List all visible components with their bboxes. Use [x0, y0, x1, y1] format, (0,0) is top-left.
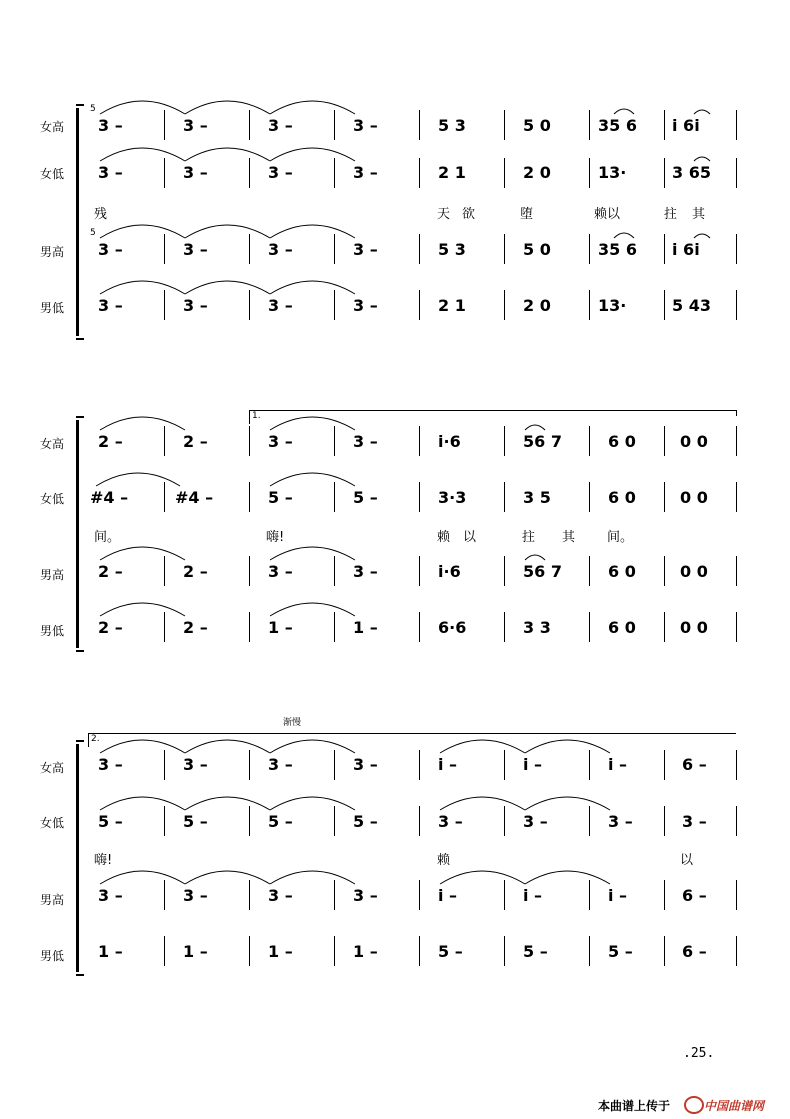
note-cell: 3 – [183, 163, 208, 182]
note-cell: 5 0 [523, 240, 551, 259]
note-cell: 5 – [353, 812, 378, 831]
note-cell: 5 43 [672, 296, 711, 315]
lyric: 其 [692, 207, 706, 222]
note-cell: 3 – [682, 812, 707, 831]
note-cell: 56 7 [523, 562, 562, 581]
note-cell: 6 0 [608, 488, 636, 507]
lyric: 间。 [94, 530, 121, 545]
note-cell: 5 – [268, 488, 293, 507]
note-cell: 2 – [98, 432, 123, 451]
note-cell: 5 – [98, 812, 123, 831]
note-cell: 3 – [268, 116, 293, 135]
lyric: 欲 [462, 207, 476, 222]
note-cell: 3 – [183, 886, 208, 905]
note-cell: 3 – [353, 240, 378, 259]
note-cell: #4 – [175, 488, 214, 507]
note-cell: 3 – [183, 116, 208, 135]
note-cell: 3 – [98, 240, 123, 259]
lyric: 堕 [520, 207, 534, 222]
lyric: 其 [562, 530, 576, 545]
lyric: 嗨! [94, 853, 113, 868]
footer-site: 中国曲谱网 [704, 1099, 765, 1113]
note-cell: 3 – [268, 562, 293, 581]
note-cell: 6 – [682, 755, 707, 774]
note-cell: i – [523, 755, 543, 774]
note-cell: 0 0 [680, 488, 708, 507]
lyric: 赖以 [594, 207, 621, 222]
note-cell: 0 0 [680, 618, 708, 637]
footer-text: 本曲谱上传于 [598, 1099, 671, 1113]
note-cell: 3 – [268, 240, 293, 259]
note-cell: i·6 [438, 432, 461, 451]
note-cell: 2 – [98, 618, 123, 637]
note-cell: 3 – [353, 116, 378, 135]
note-cell: i – [608, 755, 628, 774]
note-cell: 3·3 [438, 488, 467, 507]
site-logo-icon [684, 1096, 704, 1114]
note-cell: 2 – [183, 432, 208, 451]
note-cell: 3 – [98, 116, 123, 135]
part-label: 男低 [40, 949, 65, 963]
note-cell: 56 7 [523, 432, 562, 451]
note-cell: 3 – [268, 163, 293, 182]
note-cell: 3 – [268, 886, 293, 905]
note-cell: 2 – [183, 562, 208, 581]
note-cell: 5 3 [438, 240, 466, 259]
note-cell: 3 – [438, 812, 463, 831]
lyric: 残 [94, 207, 108, 222]
note-cell: #4 – [90, 488, 129, 507]
note-cell: 2 0 [523, 163, 551, 182]
note-cell: i – [523, 886, 543, 905]
note-cell: 1 – [268, 618, 293, 637]
tempo-mark: 渐慢 [283, 718, 302, 728]
part-label: 女高 [40, 437, 65, 451]
lyric: 赖 [437, 530, 451, 545]
note-cell: 3 – [353, 755, 378, 774]
part-label: 男低 [40, 624, 65, 638]
note-cell: 1 – [353, 618, 378, 637]
lyric: 拄 [522, 530, 536, 545]
note-cell: 3 – [608, 812, 633, 831]
note-cell: 3 3 [523, 618, 551, 637]
note-cell: 3 – [183, 296, 208, 315]
note-cell: 0 0 [680, 562, 708, 581]
note-cell: 2 – [98, 562, 123, 581]
part-label: 男高 [40, 568, 65, 582]
note-cell: 5 – [608, 942, 633, 961]
note-cell: 3 – [183, 240, 208, 259]
note-cell: 3 – [353, 163, 378, 182]
note-cell: 5 – [268, 812, 293, 831]
note-cell: 3 65 [672, 163, 711, 182]
note-cell: i – [438, 886, 458, 905]
note-cell: 6 0 [608, 432, 636, 451]
note-cell: 5 0 [523, 116, 551, 135]
part-label: 女低 [40, 167, 65, 181]
key-mark: 5 [90, 228, 96, 238]
note-cell: 6·6 [438, 618, 467, 637]
volta-label: 2. [91, 734, 100, 744]
note-cell: 1 – [268, 942, 293, 961]
lyric: 以 [680, 853, 694, 868]
note-cell: 35 6 [598, 116, 637, 135]
note-cell: 5 – [523, 942, 548, 961]
note-cell: 6 0 [608, 562, 636, 581]
note-cell: i·6 [438, 562, 461, 581]
note-cell: 1 – [353, 942, 378, 961]
note-cell: 3 – [98, 755, 123, 774]
note-cell: i 6i [672, 116, 700, 135]
key-mark: 5 [90, 104, 96, 114]
note-cell: 2 0 [523, 296, 551, 315]
lyric: 间。 [607, 530, 634, 545]
note-cell: 13· [598, 296, 627, 315]
note-cell: 2 – [183, 618, 208, 637]
note-cell: 1 – [183, 942, 208, 961]
note-cell: 3 – [353, 886, 378, 905]
note-cell: 3 – [353, 296, 378, 315]
note-cell: 3 – [268, 296, 293, 315]
note-cell: 13· [598, 163, 627, 182]
page-number: .25. [683, 1046, 715, 1061]
note-cell: 3 – [98, 296, 123, 315]
lyric: 拄 [664, 207, 678, 222]
note-cell: 3 – [98, 163, 123, 182]
note-cell: 3 – [353, 562, 378, 581]
note-cell: 2 1 [438, 296, 466, 315]
note-cell: 3 – [523, 812, 548, 831]
note-cell: 5 – [438, 942, 463, 961]
part-label: 女低 [40, 492, 65, 506]
lyric: 赖 [437, 853, 451, 868]
part-label: 女低 [40, 816, 65, 830]
note-cell: 5 – [183, 812, 208, 831]
note-cell: 6 0 [608, 618, 636, 637]
note-cell: 3 – [98, 886, 123, 905]
note-cell: 3 5 [523, 488, 551, 507]
lyric: 天 [437, 207, 451, 222]
note-cell: 3 – [353, 432, 378, 451]
volta-label: 1. [252, 411, 261, 421]
note-cell: 35 6 [598, 240, 637, 259]
note-cell: i 6i [672, 240, 700, 259]
note-cell: 5 3 [438, 116, 466, 135]
note-cell: 5 – [353, 488, 378, 507]
part-label: 男高 [40, 245, 65, 259]
note-cell: i – [438, 755, 458, 774]
note-cell: 3 – [268, 755, 293, 774]
note-cell: 3 – [183, 755, 208, 774]
note-cell: i – [608, 886, 628, 905]
lyric: 以 [463, 530, 477, 545]
note-cell: 0 0 [680, 432, 708, 451]
note-cell: 6 – [682, 886, 707, 905]
note-cell: 6 – [682, 942, 707, 961]
part-label: 男高 [40, 893, 65, 907]
note-cell: 2 1 [438, 163, 466, 182]
note-cell: 1 – [98, 942, 123, 961]
part-label: 男低 [40, 301, 65, 315]
note-cell: 3 – [268, 432, 293, 451]
part-label: 女高 [40, 761, 65, 775]
part-label: 女高 [40, 120, 65, 134]
lyric: 嗨! [266, 530, 285, 545]
